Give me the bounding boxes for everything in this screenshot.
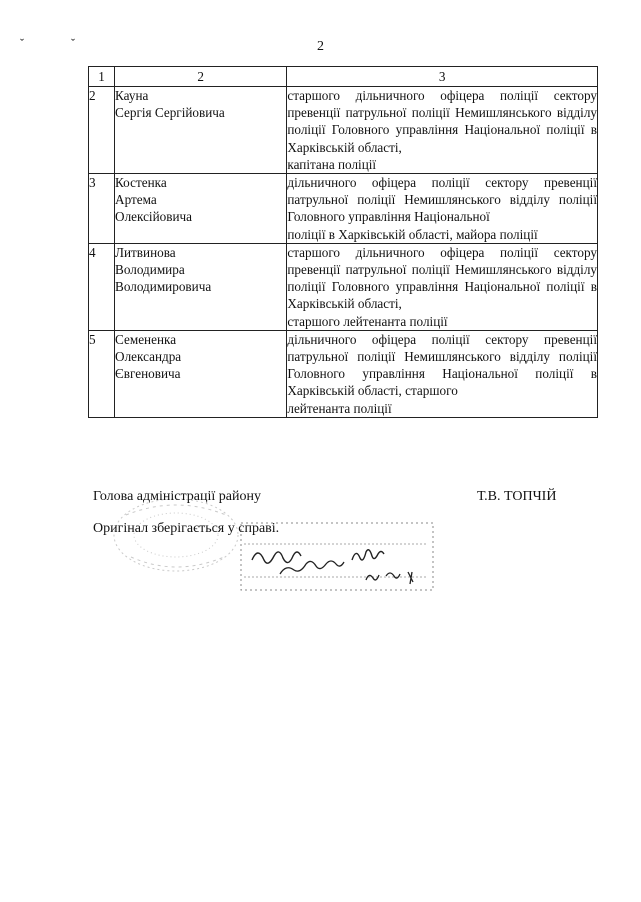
table-header-row bbox=[89, 67, 598, 87]
position-text: дільничного офіцера поліції сектору превенції патрульної поліції Немишлянського відділу поліції Головного управління Національної bbox=[287, 175, 597, 225]
first-name: Володимира bbox=[115, 262, 185, 278]
signatory-title: Голова адміністрації району bbox=[93, 489, 261, 504]
given-names: Сергія Сергійовича bbox=[115, 105, 225, 121]
position-text: дільничного офіцера поліції сектору превенції патрульної поліції Немишлянського відділу поліції Головного управління Національної поліції в Харківській області, старшого bbox=[287, 331, 597, 399]
surname: Семененка bbox=[115, 331, 177, 347]
person-name bbox=[115, 174, 287, 244]
original-storage-note: Оригінал зберігається у справі. bbox=[93, 521, 280, 536]
patronymic: Олексійовича bbox=[115, 209, 193, 225]
position-rank: капітана поліції bbox=[287, 156, 377, 172]
first-name: Артема bbox=[115, 192, 157, 208]
row-number: 3 bbox=[89, 174, 115, 244]
surname: Кауна bbox=[115, 88, 149, 103]
header-cell-3: 3 bbox=[287, 67, 598, 87]
table-row bbox=[89, 330, 598, 417]
table-row bbox=[89, 87, 598, 174]
table-row bbox=[89, 174, 598, 244]
position-description bbox=[287, 87, 598, 174]
copy-certification-stamp bbox=[240, 522, 436, 592]
signatory-name: Т.В. ТОПЧІЙ bbox=[477, 489, 557, 504]
header-cell-2: 2 bbox=[115, 67, 287, 87]
position-text: старшого дільничного офіцера поліції сектору превенції патрульної поліції Немишлянського відділу поліції Головного управління Національної поліції в Харківській області, bbox=[287, 88, 597, 155]
corner-marks: ˇ ˇ bbox=[20, 36, 97, 50]
position-description bbox=[287, 174, 598, 244]
person-name bbox=[115, 243, 287, 330]
patronymic: Євгеновича bbox=[115, 366, 181, 382]
surname: Костенка bbox=[115, 175, 167, 191]
position-rank: лейтенанта поліції bbox=[287, 400, 392, 416]
surname: Литвинова bbox=[115, 244, 176, 260]
page-number: 2 bbox=[317, 39, 324, 54]
table-row bbox=[89, 243, 598, 330]
position-rank: старшого лейтенанта поліції bbox=[287, 313, 448, 329]
appointees-table bbox=[88, 66, 598, 418]
position-rank: поліції в Харківській області, майора поліції bbox=[287, 226, 538, 242]
row-number: 2 bbox=[89, 87, 115, 174]
copy-stamp-handwriting bbox=[240, 522, 436, 592]
patronymic: Володимировича bbox=[115, 279, 212, 295]
position-description bbox=[287, 243, 598, 330]
person-name bbox=[115, 330, 287, 417]
position-text: старшого дільничного офіцера поліції сектору превенції патрульної поліції Немишлянського відділу поліції Головного управління Національної поліції в Харківській області, bbox=[287, 244, 597, 312]
row-number: 4 bbox=[89, 243, 115, 330]
row-number: 5 bbox=[89, 330, 115, 417]
first-name: Олександра bbox=[115, 349, 182, 365]
position-description bbox=[287, 330, 598, 417]
person-name bbox=[115, 87, 287, 174]
header-cell-1: 1 bbox=[89, 67, 115, 87]
